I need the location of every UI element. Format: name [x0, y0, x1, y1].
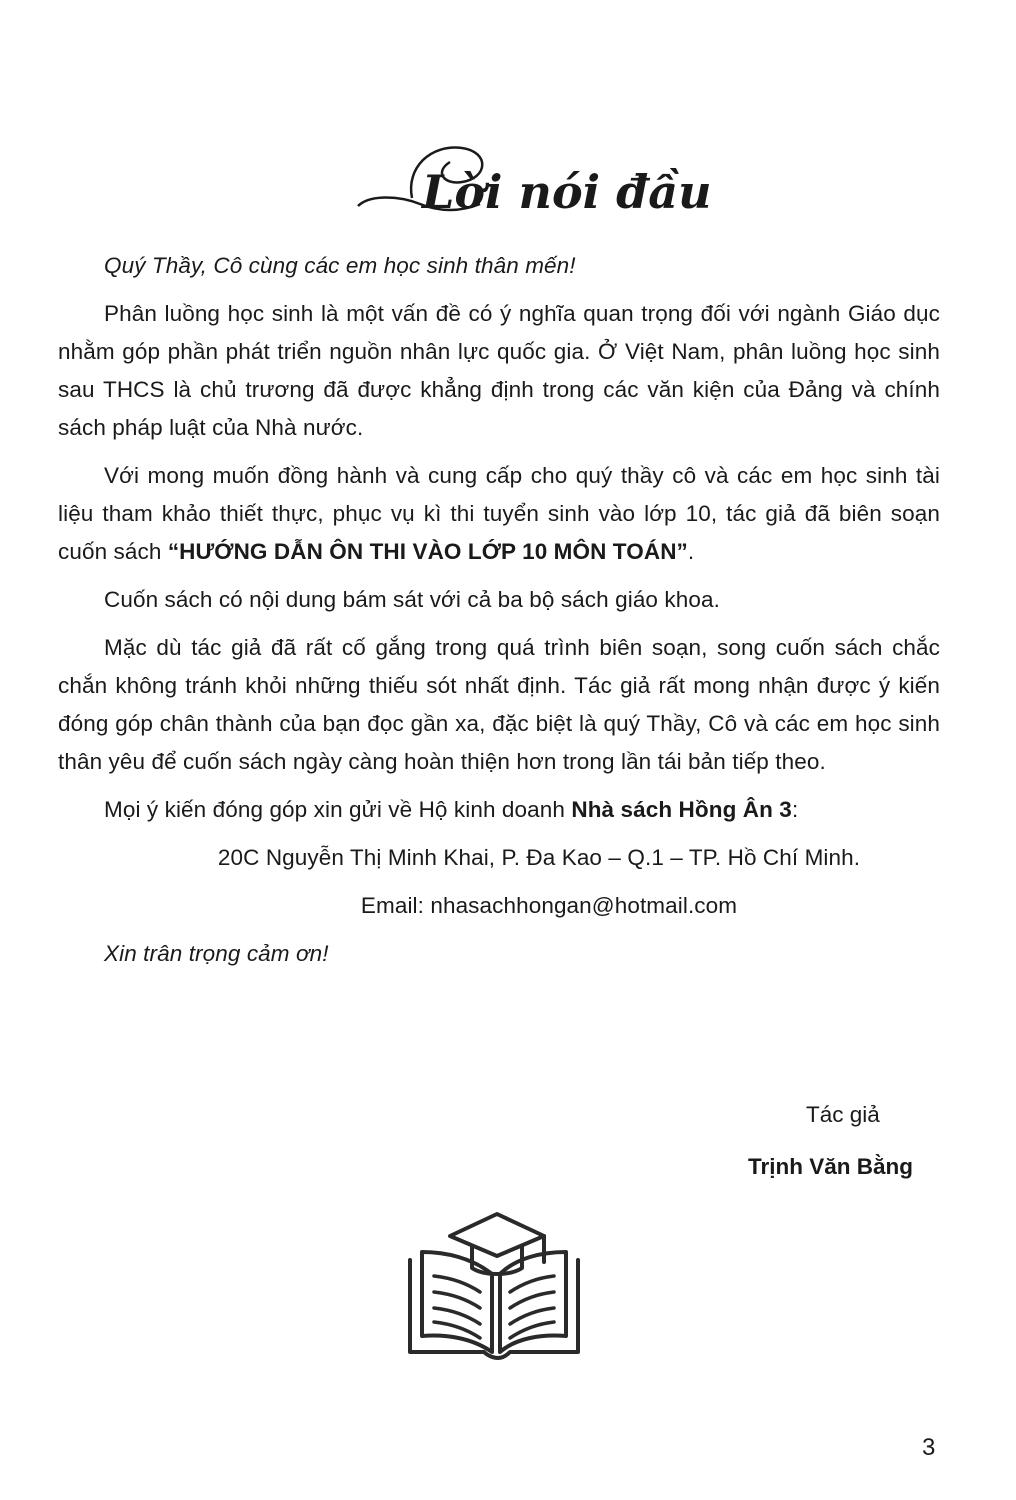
book-graduation-cap-icon: [402, 1206, 582, 1366]
publisher-address: 20C Nguyễn Thị Minh Khai, P. Đa Kao – Q.1 – TP. Hồ Chí Minh.: [217, 845, 861, 870]
paragraph-1: Phân luồng học sinh là một vấn đề có ý nghĩa quan trọng đối với ngành Giáo dục nhằm góp phần phát triển nguồn nhân lực quốc gia. Ở Việt Nam, phân luồng học sinh sau THCS là chủ trương đã được khẳng định trong các văn kiện của Đảng và chính sách pháp luật của Nhà nước.: [58, 301, 940, 440]
book-title: “HƯỚNG DẪN ÔN THI VÀO LỚP 10 MÔN TOÁN”: [167, 539, 688, 564]
title-text: Lời nói đầu: [422, 165, 712, 219]
signature-role: Tác giả: [806, 1102, 880, 1127]
page-number: 3: [922, 1434, 936, 1461]
paragraph-5: [58, 791, 940, 829]
preface-body: [58, 247, 940, 983]
paragraph-2-text: Với mong muốn đồng hành và cung cấp cho quý thầy cô và các em học sinh tài liệu tham khảo thiết thực, phục vụ kì thi tuyển sinh vào lớp 10, tác giả đã biên soạn cuốn sách: [58, 463, 940, 564]
greeting: Quý Thầy, Cô cùng các em học sinh thân mến!: [104, 253, 576, 278]
title-calligraphy: [350, 138, 712, 228]
publisher-email: Email: nhasachhongan@hotmail.com: [360, 893, 738, 918]
paragraph-4: Mặc dù tác giả đã rất cố gắng trong quá trình biên soạn, song cuốn sách chắc chắn không tránh khỏi những thiếu sót nhất định. Tác giả rất mong nhận được ý kiến đóng góp chân thành của bạn đọc gần xa, đặc biệt là quý Thầy, Cô và các em học sinh thân yêu để cuốn sách ngày càng hoàn thiện hơn trong lần tái bản tiếp theo.: [58, 635, 940, 774]
closing-line: Xin trân trọng cảm ơn!: [104, 941, 329, 966]
paragraph-3: Cuốn sách có nội dung bám sát với cả ba bộ sách giáo khoa.: [104, 587, 720, 612]
publisher-name: Nhà sách Hồng Ân 3: [571, 797, 792, 822]
page-title: [350, 138, 712, 228]
paragraph-2: [58, 457, 940, 571]
signature-name: Trịnh Văn Bằng: [748, 1154, 914, 1179]
paragraph-5-text: Mọi ý kiến đóng góp xin gửi về Hộ kinh doanh: [104, 797, 572, 822]
paragraph-5-end: :: [791, 797, 799, 822]
paragraph-2-end: .: [687, 539, 695, 564]
